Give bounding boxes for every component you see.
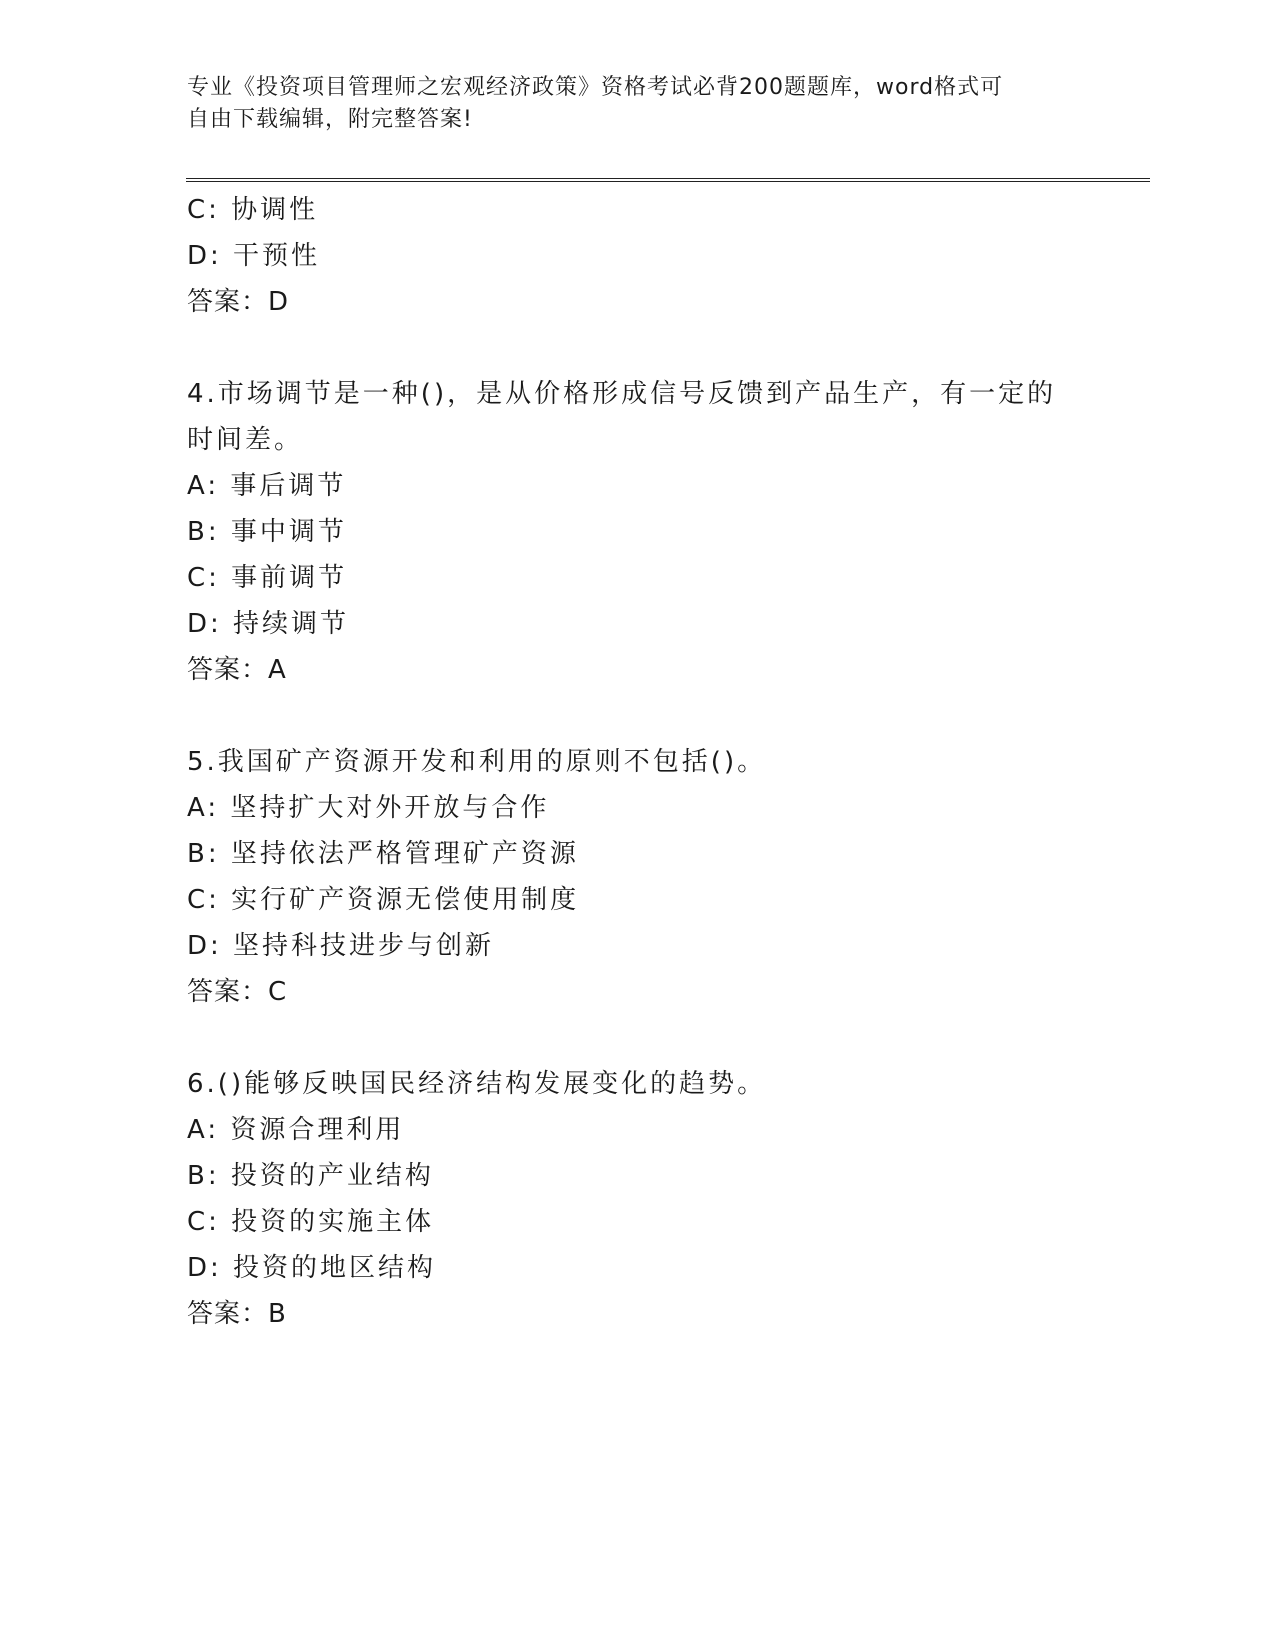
- question-6: [187, 1061, 1087, 1337]
- header-divider: [186, 178, 1150, 182]
- answer-value: A: [268, 655, 287, 685]
- option-a: A: 事后调节: [187, 471, 347, 501]
- option-d: D: 干预性: [187, 241, 321, 271]
- option-c: C: 投资的实施主体: [187, 1207, 435, 1237]
- answer-row: [187, 969, 1087, 1015]
- question-stem-continued: 时间差。: [187, 425, 304, 455]
- option-a: A: 坚持扩大对外开放与合作: [187, 793, 550, 823]
- option-b: B: 事中调节: [187, 517, 347, 547]
- question-list: [187, 187, 1087, 1337]
- option-b: B: 坚持依法严格管理矿产资源: [187, 839, 579, 869]
- option-c: C: 实行矿产资源无偿使用制度: [187, 885, 580, 915]
- answer-row: [187, 1291, 1087, 1337]
- answer-value: C: [268, 977, 288, 1007]
- answer-label: 答案：: [187, 1299, 269, 1329]
- document-header: [187, 72, 1067, 136]
- header-title-line-2: 自由下载编辑，附完整答案!: [187, 107, 473, 132]
- header-title-line-1: 专业《投资项目管理师之宏观经济政策》资格考试必背200题题库，word格式可: [187, 75, 1004, 100]
- question-5: [187, 739, 1087, 1015]
- answer-value: B: [268, 1299, 287, 1329]
- option-a: A: 资源合理利用: [187, 1115, 405, 1145]
- question-stem: 4.市场调节是一种()，是从价格形成信号反馈到产品生产，有一定的: [187, 379, 1057, 409]
- question-stem: 6.()能够反映国民经济结构发展变化的趋势。: [187, 1069, 767, 1099]
- spacer: [187, 1015, 1087, 1061]
- option-d: D: 坚持科技进步与创新: [187, 931, 495, 961]
- option-b: B: 投资的产业结构: [187, 1161, 434, 1191]
- answer-label: 答案：: [187, 287, 269, 317]
- answer-label: 答案：: [187, 977, 269, 1007]
- question-4: [187, 371, 1087, 693]
- answer-row: [187, 647, 1087, 693]
- question-3: [187, 187, 1087, 325]
- answer-label: 答案：: [187, 655, 269, 685]
- spacer: [187, 325, 1087, 371]
- option-d: D: 持续调节: [187, 609, 350, 639]
- option-c: C: 事前调节: [187, 563, 348, 593]
- answer-value: D: [268, 287, 290, 317]
- option-d: D: 投资的地区结构: [187, 1253, 437, 1283]
- question-stem: 5.我国矿产资源开发和利用的原则不包括()。: [187, 747, 767, 777]
- spacer: [187, 693, 1087, 739]
- option-c: C: 协调性: [187, 195, 319, 225]
- answer-row: [187, 279, 1087, 325]
